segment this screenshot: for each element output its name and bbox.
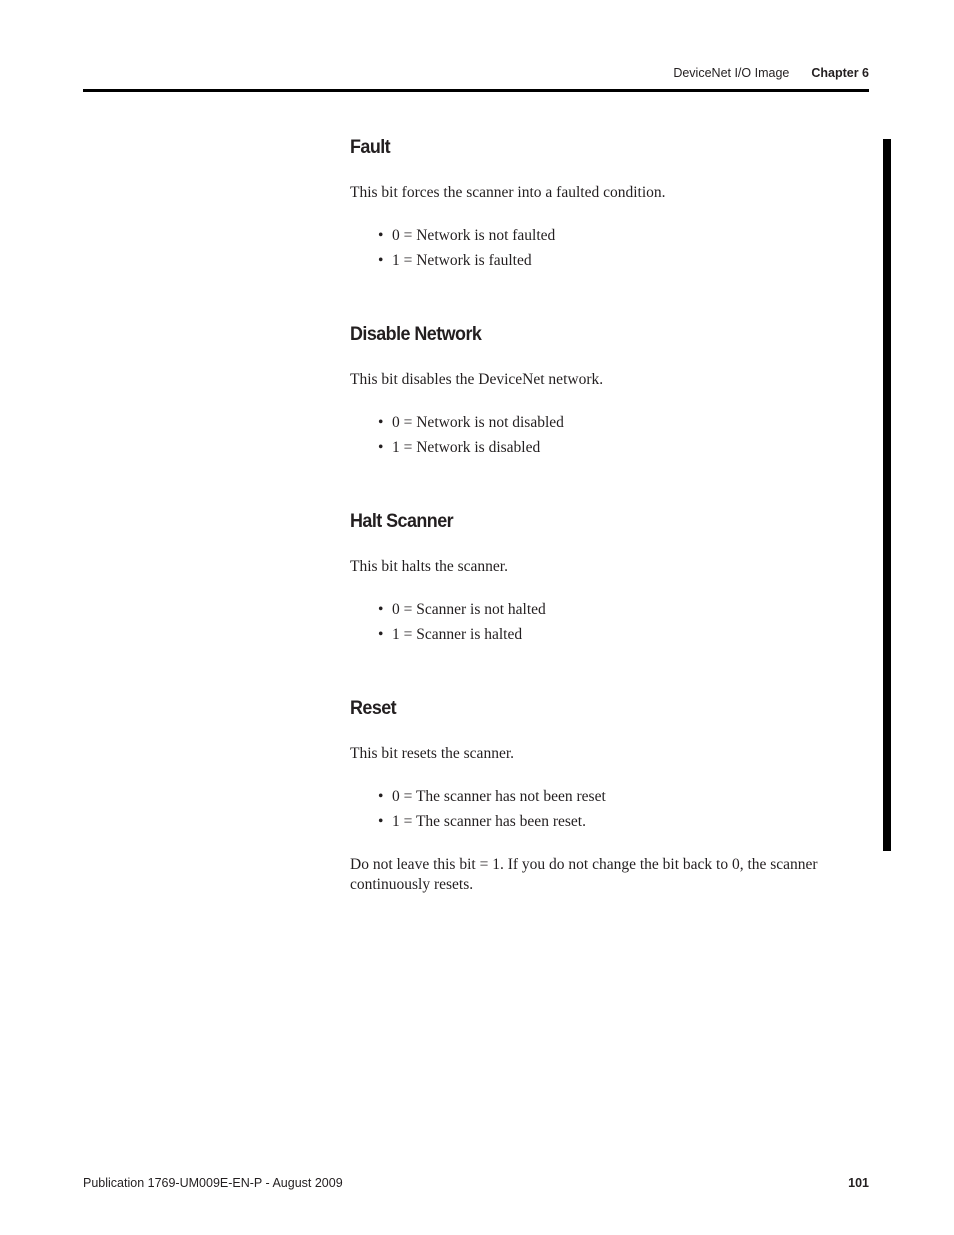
chapter-side-bar: [883, 139, 891, 851]
list-item: • 1 = Network is faulted: [378, 248, 865, 273]
section-fault: [350, 132, 865, 273]
list-item: • 0 = The scanner has not been reset: [378, 784, 865, 809]
list-item: • 1 = The scanner has been reset.: [378, 809, 865, 834]
section-description: This bit resets the scanner.: [350, 745, 514, 762]
bit-values-list: [350, 410, 865, 460]
header-section-title: DeviceNet I/O Image: [673, 66, 790, 80]
bit-values-list: [350, 597, 865, 647]
bit-values-list: [350, 784, 865, 834]
header-chapter: Chapter 6: [811, 66, 869, 80]
list-item: • 1 = Scanner is halted: [378, 622, 865, 647]
section-description: This bit halts the scanner.: [350, 558, 508, 575]
section-description: This bit forces the scanner into a faulted condition.: [350, 184, 666, 201]
header-rule: [83, 89, 869, 92]
running-header: [673, 66, 869, 80]
list-item: • 0 = Network is not faulted: [378, 223, 865, 248]
section-reset: [350, 693, 865, 895]
bit-values-list: [350, 223, 865, 273]
reset-note: Do not leave this bit = 1. If you do not change the bit back to 0, the scanner continuously resets.: [350, 856, 818, 893]
page-number: 101: [848, 1176, 869, 1190]
list-item: • 1 = Network is disabled: [378, 435, 865, 460]
section-disable-network: [350, 319, 865, 460]
section-heading: Fault: [350, 136, 391, 158]
page-content: [350, 132, 865, 895]
section-heading: Disable Network: [350, 323, 482, 345]
footer-publication: Publication 1769-UM009E-EN-P - August 2009: [83, 1176, 343, 1190]
section-heading: Halt Scanner: [350, 510, 454, 532]
section-halt-scanner: [350, 506, 865, 647]
list-item: • 0 = Network is not disabled: [378, 410, 865, 435]
section-heading: Reset: [350, 697, 397, 719]
list-item: • 0 = Scanner is not halted: [378, 597, 865, 622]
section-description: This bit disables the DeviceNet network.: [350, 371, 604, 388]
